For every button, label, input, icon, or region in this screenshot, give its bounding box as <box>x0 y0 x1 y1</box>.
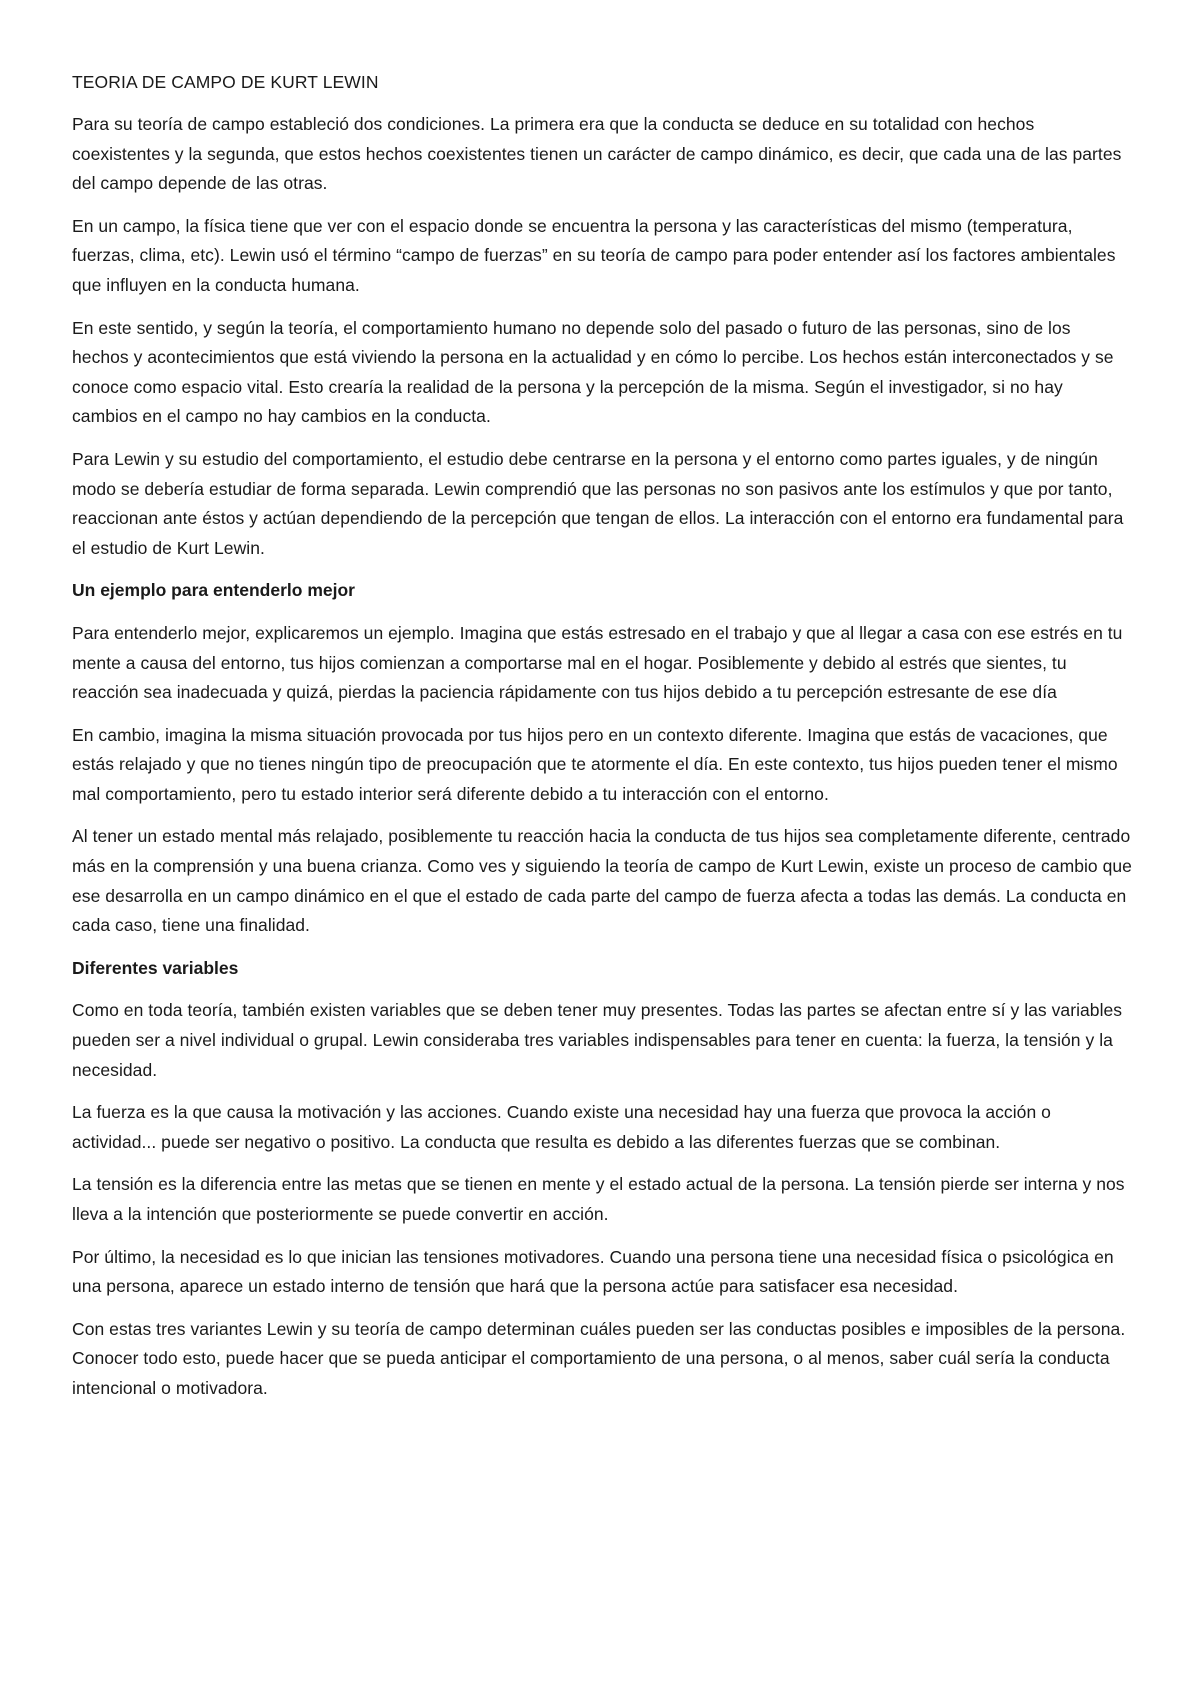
body-paragraph: Para entenderlo mejor, explicaremos un ejemplo. Imagina que estás estresado en el trabajo y que al llegar a casa con ese estrés en tu mente a causa del entorno, tus hijos comienzan a comportarse mal en el hogar. Posiblemente y debido al estrés que sientes, tu reacción sea inadecuada y quizá, pierdas la paciencia rápidamente con tus hijos debido a tu percepción estresante de ese día <box>72 622 1123 703</box>
section-heading: Diferentes variables <box>72 957 239 978</box>
body-paragraph: En cambio, imagina la misma situación provocada por tus hijos pero en un contexto diferente. Imagina que estás de vacaciones, que estás relajado y que no tienes ningún tipo de preocupación que te atormente el día. En este contexto, tus hijos pueden tener el mismo mal comportamiento, pero tu estado interior será diferente debido a tu interacción con el entorno. <box>72 724 1118 804</box>
body-paragraph: Para Lewin y su estudio del comportamiento, el estudio debe centrarse en la persona y el entorno como partes iguales, y de ningún modo se debería estudiar de forma separada. Lewin comprendió que las personas no son pasivos ante los estímulos y que por tanto, reaccionan ante éstos y actúan dependiendo de la percepción que tengan de ellos. La interacción con el entorno era fundamental para el estudio de Kurt Lewin. <box>72 448 1124 558</box>
body-paragraph: Al tener un estado mental más relajado, posiblemente tu reacción hacia la conducta de tus hijos sea completamente diferente, centrado más en la comprensión y una buena crianza. Como ves y siguiendo la teoría de campo de Kurt Lewin, existe un proceso de cambio que ese desarrolla en un campo dinámico en el que el estado de cada parte del campo de fuerza afecta a todas las demás. La conducta en cada caso, tiene una finalidad. <box>72 826 1132 936</box>
body-paragraph: Por último, la necesidad es lo que inician las tensiones motivadores. Cuando una persona tiene una necesidad física o psicológica en una persona, aparece un estado interno de tensión que hará que la persona actúe para satisfacer esa necesidad. <box>72 1246 1114 1297</box>
body-paragraph: Con estas tres variantes Lewin y su teoría de campo determinan cuáles pueden ser las conductas posibles e imposibles de la persona. Conocer todo esto, puede hacer que se pueda anticipar el comportamiento de una persona, o al menos, saber cuál sería la conducta intencional o motivadora. <box>72 1318 1126 1398</box>
document-body <box>72 110 1132 1404</box>
body-paragraph: La tensión es la diferencia entre las metas que se tienen en mente y el estado actual de la persona. La tensión pierde ser interna y nos lleva a la intención que posteriormente se puede convertir en acción. <box>72 1174 1125 1224</box>
body-paragraph: Para su teoría de campo estableció dos condiciones. La primera era que la conducta se deduce en su totalidad con hechos coexistentes y la segunda, que estos hechos coexistentes tienen un carácter de campo dinámico, es decir, que cada una de las partes del campo depende de las otras. <box>72 114 1122 194</box>
page-title: TEORIA DE CAMPO DE KURT LEWIN <box>72 72 379 92</box>
body-paragraph: En un campo, la física tiene que ver con el espacio donde se encuentra la persona y las características del mismo (temperatura, fuerzas, clima, etc). Lewin usó el término “campo de fuerzas” en su teoría de campo para poder entender así los factores ambientales que influyen en la conducta humana. <box>72 215 1116 295</box>
body-paragraph: En este sentido, y según la teoría, el comportamiento humano no depende solo del pasado o futuro de las personas, sino de los hechos y acontecimientos que está viviendo la persona en la actualidad y en cómo lo percibe. Los hechos están interconectados y se conoce como espacio vital. Esto crearía la realidad de la persona y la percepción de la misma. Según el investigador, si no hay cambios en el campo no hay cambios en la conducta. <box>72 317 1114 427</box>
body-paragraph: Como en toda teoría, también existen variables que se deben tener muy presentes. Todas las partes se afectan entre sí y las variables pueden ser a nivel individual o grupal. Lewin consideraba tres variables indispensables para tener en cuenta: la fuerza, la tensión y la necesidad. <box>72 1000 1123 1080</box>
body-paragraph: La fuerza es la que causa la motivación y las acciones. Cuando existe una necesidad hay una fuerza que provoca la acción o actividad... puede ser negativo o positivo. La conducta que resulta es debido a las diferentes fuerzas que se combinan. <box>72 1102 1051 1152</box>
document-page <box>72 68 1132 1417</box>
section-heading: Un ejemplo para entenderlo mejor <box>72 580 355 601</box>
